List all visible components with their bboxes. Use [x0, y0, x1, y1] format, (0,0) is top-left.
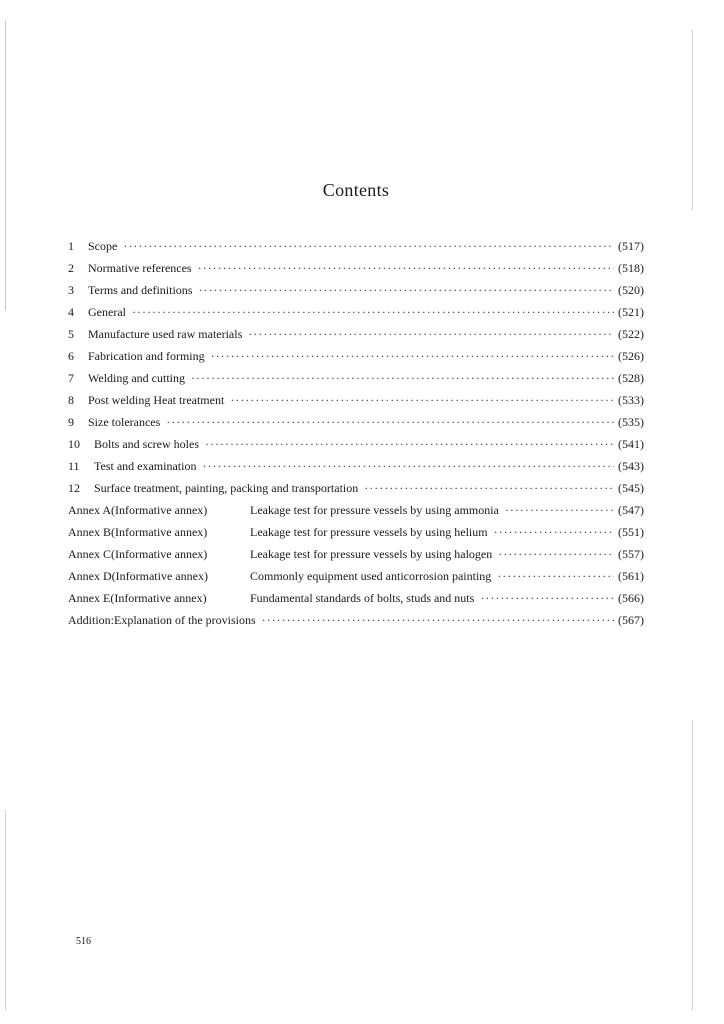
toc-entry-page: (521) [618, 305, 644, 319]
page-number: 516 [76, 936, 91, 947]
toc-entry-number: 8 [68, 393, 74, 407]
toc-entry [68, 305, 644, 327]
toc-entry-number: 6 [68, 349, 74, 363]
addition-title: Addition:Explanation of the provisions [68, 613, 256, 627]
annex-entry [68, 547, 644, 569]
toc-entry-number: 10 [68, 437, 80, 451]
toc-entry-page: (528) [618, 371, 644, 385]
annex-page: (547) [618, 503, 644, 517]
annex-page: (557) [618, 547, 644, 561]
toc-entry [68, 327, 644, 349]
toc-entry-title: Normative references [88, 261, 192, 275]
toc-entry-title: Welding and cutting [88, 371, 186, 385]
dot-leader [132, 305, 614, 320]
dot-leader [198, 283, 614, 298]
toc-entry-page: (535) [618, 415, 644, 429]
dot-leader [505, 503, 614, 518]
toc-entry-page: (526) [618, 349, 644, 363]
annex-title: Fundamental standards of bolts, studs and nuts [250, 591, 475, 605]
page-title: Contents [322, 180, 390, 200]
annex-label: Annex A(Informative annex) [68, 503, 208, 517]
annex-entry [68, 525, 644, 547]
table-of-contents [68, 239, 644, 635]
dot-leader [205, 437, 614, 452]
dot-leader [123, 239, 614, 254]
toc-entry-title: Scope [88, 239, 118, 253]
toc-entry-page: (522) [618, 327, 644, 341]
toc-entry-page: (541) [618, 437, 644, 451]
annex-page: (561) [618, 569, 644, 583]
toc-entry-number: 12 [68, 481, 80, 495]
addition-entry [68, 613, 644, 635]
toc-entry [68, 459, 644, 481]
dot-leader [498, 547, 614, 562]
toc-entry [68, 239, 644, 261]
toc-entry [68, 415, 644, 437]
toc-entry-title: Terms and definitions [88, 283, 193, 297]
toc-entry-page: (520) [618, 283, 644, 297]
dot-leader [248, 327, 614, 342]
annex-title: Leakage test for pressure vessels by using halogen [250, 547, 493, 561]
toc-entry-number: 9 [68, 415, 74, 429]
dot-leader [191, 371, 614, 386]
toc-entry-number: 3 [68, 283, 74, 297]
annex-entry [68, 569, 644, 591]
annex-page: (551) [618, 525, 644, 539]
dot-leader [198, 261, 614, 276]
dot-leader [480, 591, 614, 606]
toc-entry-title: Post welding Heat treatment [88, 393, 225, 407]
toc-entry [68, 349, 644, 371]
toc-entry-title: Surface treatment, painting, packing and transportation [94, 481, 359, 495]
toc-entry [68, 371, 644, 393]
dot-leader [262, 613, 614, 628]
toc-entry-number: 1 [68, 239, 74, 253]
toc-entry-title: Fabrication and forming [88, 349, 205, 363]
dot-leader [494, 525, 614, 540]
dot-leader [230, 393, 614, 408]
toc-entry-page: (518) [618, 261, 644, 275]
addition-page: (567) [618, 613, 644, 627]
toc-entry-number: 11 [68, 459, 80, 473]
toc-entry-title: Manufacture used raw materials [88, 327, 243, 341]
toc-entry-number: 7 [68, 371, 74, 385]
annex-entry [68, 591, 644, 613]
toc-entry [68, 283, 644, 305]
toc-entry [68, 261, 644, 283]
annex-label: Annex D(Informative annex) [68, 569, 208, 583]
scan-edge-artifact [5, 810, 6, 1010]
annex-title: Commonly equipment used anticorrosion painting [250, 569, 492, 583]
toc-entry [68, 481, 644, 503]
annex-title: Leakage test for pressure vessels by using helium [250, 525, 488, 539]
annex-label: Annex B(Informative annex) [68, 525, 208, 539]
toc-entry-page: (543) [618, 459, 644, 473]
annex-page: (566) [618, 591, 644, 605]
toc-entry-page: (517) [618, 239, 644, 253]
dot-leader [211, 349, 614, 364]
dot-leader [202, 459, 614, 474]
toc-entry-page: (545) [618, 481, 644, 495]
toc-entry-title: Bolts and screw holes [94, 437, 199, 451]
toc-entry-number: 5 [68, 327, 74, 341]
toc-entry-title: Test and examination [94, 459, 197, 473]
toc-entry-page: (533) [618, 393, 644, 407]
toc-entry-number: 4 [68, 305, 74, 319]
scan-edge-artifact [5, 20, 6, 310]
scan-edge-artifact [692, 720, 693, 1010]
annex-entry [68, 503, 644, 525]
toc-entry [68, 393, 644, 415]
toc-entry-title: General [88, 305, 126, 319]
dot-leader [364, 481, 614, 496]
annex-title: Leakage test for pressure vessels by using ammonia [250, 503, 499, 517]
toc-entry-number: 2 [68, 261, 74, 275]
annex-label: Annex C(Informative annex) [68, 547, 208, 561]
toc-entry-title: Size tolerances [88, 415, 161, 429]
toc-entry [68, 437, 644, 459]
dot-leader [497, 569, 614, 584]
dot-leader [166, 415, 614, 430]
annex-label: Annex E(Informative annex) [68, 591, 207, 605]
